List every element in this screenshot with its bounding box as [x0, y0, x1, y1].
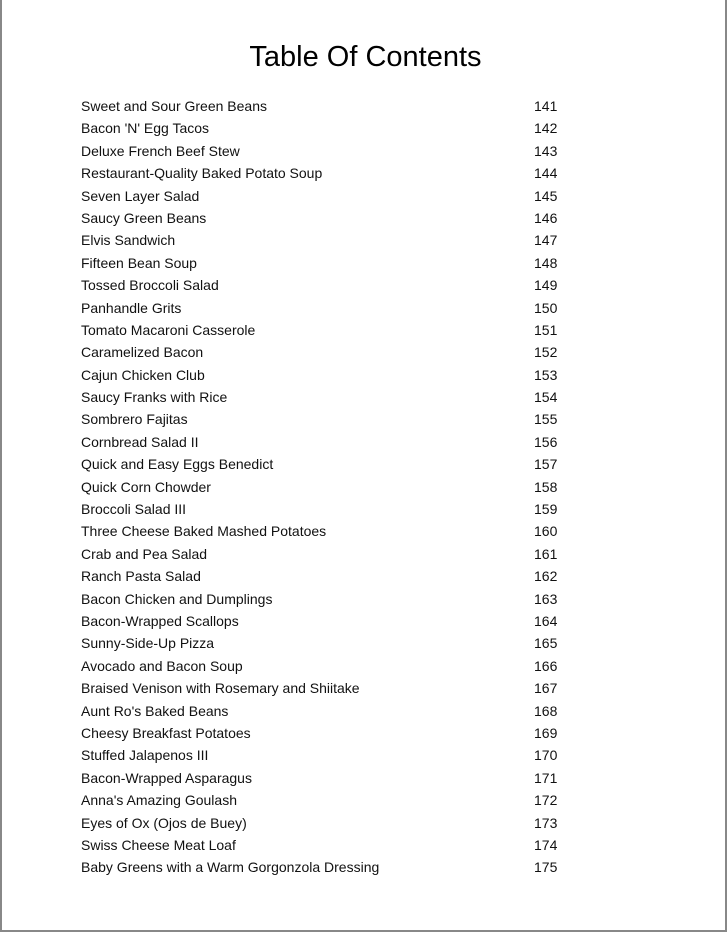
toc-entry-title: Restaurant-Quality Baked Potato Soup — [81, 165, 323, 182]
toc-entry-title: Caramelized Bacon — [81, 344, 204, 361]
toc-entry-page-number: 154 — [534, 389, 558, 406]
toc-entry-page-number: 145 — [534, 187, 558, 204]
toc-entry[interactable] — [81, 117, 561, 139]
toc-entry[interactable] — [81, 520, 561, 542]
toc-entry-page-number: 158 — [534, 478, 558, 495]
toc-entry-page-number: 141 — [534, 98, 558, 114]
toc-entry-page-number: 152 — [534, 344, 558, 361]
toc-entry[interactable] — [81, 632, 561, 654]
toc-entry-page-number: 142 — [534, 120, 558, 137]
toc-entry[interactable] — [81, 341, 561, 363]
toc-entry-title: Cheesy Breakfast Potatoes — [81, 724, 251, 741]
toc-entry-page-number: 162 — [534, 568, 558, 585]
toc-entry-title: Sombrero Fajitas — [81, 411, 188, 428]
toc-entry[interactable] — [81, 364, 561, 386]
toc-entry[interactable] — [81, 140, 561, 162]
toc-entry[interactable] — [81, 229, 561, 251]
toc-entry-title: Saucy Franks with Rice — [81, 389, 228, 406]
toc-entry[interactable] — [81, 185, 561, 207]
toc-entry[interactable] — [81, 588, 561, 610]
toc-entry-title: Cajun Chicken Club — [81, 366, 205, 383]
toc-entry-page-number: 149 — [534, 277, 558, 294]
toc-entry-page-number: 148 — [534, 254, 558, 271]
toc-entry-title: Tossed Broccoli Salad — [81, 277, 219, 294]
toc-entry[interactable] — [81, 386, 561, 408]
toc-entry-title: Sunny-Side-Up Pizza — [81, 635, 215, 652]
toc-entry[interactable] — [81, 319, 561, 341]
toc-entry-title: Quick and Easy Eggs Benedict — [81, 456, 274, 473]
toc-entry[interactable] — [81, 252, 561, 274]
toc-entry[interactable] — [81, 856, 561, 878]
toc-entry-page-number: 155 — [534, 411, 558, 428]
toc-entry-title: Fifteen Bean Soup — [81, 254, 197, 271]
toc-entry[interactable] — [81, 95, 561, 117]
toc-entry-page-number: 170 — [534, 747, 558, 764]
toc-entry-page-number: 165 — [534, 635, 558, 652]
toc-entry[interactable] — [81, 655, 561, 677]
toc-list — [81, 95, 561, 879]
toc-entry[interactable] — [81, 610, 561, 632]
toc-entry[interactable] — [81, 207, 561, 229]
toc-entry-title: Avocado and Bacon Soup — [81, 657, 243, 674]
toc-entry-page-number: 164 — [534, 612, 558, 629]
toc-entry-title: Braised Venison with Rosemary and Shiitake — [81, 680, 360, 697]
toc-entry-title: Cornbread Salad II — [81, 433, 199, 450]
toc-entry-title: Swiss Cheese Meat Loaf — [81, 836, 236, 853]
toc-entry[interactable] — [81, 789, 561, 811]
toc-entry[interactable] — [81, 297, 561, 319]
toc-entry-title: Three Cheese Baked Mashed Potatoes — [81, 523, 327, 540]
toc-entry-page-number: 172 — [534, 792, 558, 809]
toc-entry-page-number: 159 — [534, 501, 558, 518]
toc-entry-title: Bacon Chicken and Dumplings — [81, 590, 273, 607]
toc-entry-title: Sweet and Sour Green Beans — [81, 98, 268, 114]
toc-entry[interactable] — [81, 162, 561, 184]
toc-entry[interactable] — [81, 565, 561, 587]
toc-entry-title: Deluxe French Beef Stew — [81, 142, 240, 159]
toc-entry-title: Stuffed Jalapenos III — [81, 747, 209, 764]
toc-entry-title: Bacon-Wrapped Scallops — [81, 612, 239, 629]
toc-entry-page-number: 157 — [534, 456, 558, 473]
toc-entry[interactable] — [81, 700, 561, 722]
toc-entry-page-number: 167 — [534, 680, 558, 697]
toc-entry-page-number: 153 — [534, 366, 558, 383]
toc-entry[interactable] — [81, 543, 561, 565]
toc-entry-page-number: 173 — [534, 814, 558, 831]
toc-entry-title: Seven Layer Salad — [81, 187, 200, 204]
toc-entry[interactable] — [81, 834, 561, 856]
toc-entry-page-number: 151 — [534, 321, 558, 338]
toc-entry-page-number: 168 — [534, 702, 558, 719]
toc-entry[interactable] — [81, 498, 561, 520]
toc-entry-page-number: 144 — [534, 165, 558, 182]
toc-entry-page-number: 163 — [534, 590, 558, 607]
toc-entry-title: Anna's Amazing Goulash — [81, 792, 237, 809]
page-title: Table Of Contents — [249, 41, 482, 73]
toc-entry-title: Elvis Sandwich — [81, 232, 176, 249]
toc-entry[interactable] — [81, 767, 561, 789]
toc-entry-page-number: 175 — [534, 859, 558, 876]
toc-entry-page-number: 161 — [534, 545, 558, 562]
toc-entry-title: Tomato Macaroni Casserole — [81, 321, 256, 338]
toc-entry-title: Saucy Green Beans — [81, 209, 207, 226]
toc-entry-page-number: 174 — [534, 836, 558, 853]
toc-entry-title: Bacon-Wrapped Asparagus — [81, 769, 252, 786]
toc-entry-title: Panhandle Grits — [81, 299, 182, 316]
toc-entry-title: Bacon 'N' Egg Tacos — [81, 120, 210, 137]
toc-entry-title: Eyes of Ox (Ojos de Buey) — [81, 814, 247, 831]
toc-entry-page-number: 160 — [534, 523, 558, 540]
toc-entry-title: Broccoli Salad III — [81, 501, 187, 518]
toc-entry-title: Ranch Pasta Salad — [81, 568, 201, 585]
toc-entry-title: Crab and Pea Salad — [81, 545, 208, 562]
toc-entry[interactable] — [81, 722, 561, 744]
toc-entry-title: Baby Greens with a Warm Gorgonzola Dressing — [81, 859, 380, 876]
toc-entry[interactable] — [81, 431, 561, 453]
toc-entry-page-number: 143 — [534, 142, 558, 159]
toc-entry[interactable] — [81, 812, 561, 834]
toc-entry-page-number: 169 — [534, 724, 558, 741]
toc-entry-page-number: 166 — [534, 657, 558, 674]
toc-entry[interactable] — [81, 408, 561, 430]
toc-entry[interactable] — [81, 476, 561, 498]
toc-entry-page-number: 156 — [534, 433, 558, 450]
toc-entry-page-number: 147 — [534, 232, 558, 249]
toc-entry-page-number: 146 — [534, 209, 558, 226]
toc-entry[interactable] — [81, 677, 561, 699]
toc-entry-page-number: 150 — [534, 299, 558, 316]
toc-entry-title: Quick Corn Chowder — [81, 478, 211, 495]
toc-entry[interactable] — [81, 274, 561, 296]
toc-entry[interactable] — [81, 744, 561, 766]
toc-entry-page-number: 171 — [534, 769, 558, 786]
toc-entry[interactable] — [81, 453, 561, 475]
toc-entry-title: Aunt Ro's Baked Beans — [81, 702, 229, 719]
